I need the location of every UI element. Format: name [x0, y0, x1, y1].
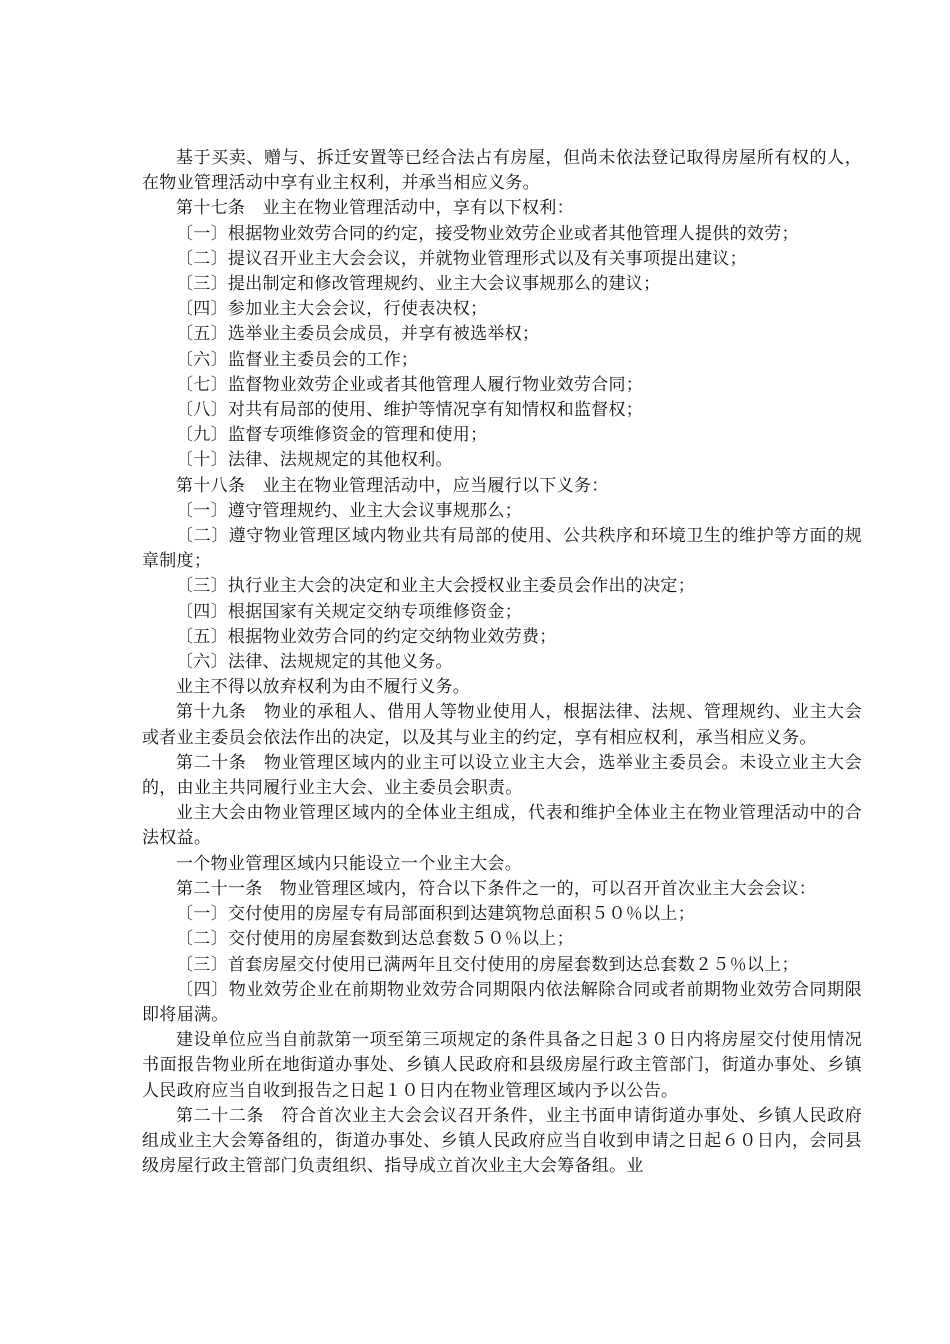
article-17-heading: 第十七条 业主在物业管理活动中，享有以下权利： — [176, 198, 574, 219]
paragraph: 业主大会由物业管理区域内的全体业主组成，代表和维护全体业主在物业管理活动中的合法权益。 — [142, 803, 862, 849]
list-item: 〔七〕监督物业效劳企业或者其他管理人履行物业效劳合同； — [176, 374, 644, 395]
list-item: 〔一〕交付使用的房屋专有局部面积到达建筑物总面积５０％以上； — [176, 904, 695, 925]
list-item: 〔八〕对共有局部的使用、维护等情况享有知情权和监督权； — [176, 400, 644, 421]
list-item: 〔五〕根据物业效劳合同的约定交纳物业效劳费； — [176, 626, 557, 647]
list-item: 〔六〕监督业主委员会的工作； — [176, 349, 419, 370]
article-19: 第十九条 物业的承租人、借用人等物业使用人，根据法律、法规、管理规约、业主大会或者业主委员会依法作出的决定，以及其与业主的约定，享有相应权利，承当相应义务。 — [142, 702, 862, 748]
article-22: 第二十二条 符合首次业主大会会议召开条件，业主书面申请街道办事处、乡镇人民政府组成业主大会筹备组的，街道办事处、乡镇人民政府应当自收到申请之日起６０日内，会同县级房屋行政主管部门负责组织、指导成立首次业主大会筹备组。业 — [142, 1105, 862, 1177]
list-item: 〔四〕物业效劳企业在前期物业效劳合同期限内依法解除合同或者前期物业效劳合同期限即将届满。 — [142, 979, 862, 1025]
list-item: 〔六〕法律、法规规定的其他义务。 — [176, 652, 453, 673]
paragraph: 基于买卖、赠与、拆迁安置等已经合法占有房屋，但尚未依法登记取得房屋所有权的人，在物业管理活动中享有业主权利，并承当相应义务。 — [142, 148, 862, 194]
list-item: 〔三〕提出制定和修改管理规约、业主大会议事规那么的建议； — [176, 274, 661, 295]
paragraph: 建设单位应当自前款第一项至第三项规定的条件具备之日起３０日内将房屋交付使用情况书面报告物业所在地街道办事处、乡镇人民政府和县级房屋行政主管部门，街道办事处、乡镇人民政府应当自收到报告之日起１０日内在物业管理区域内予以公告。 — [142, 1030, 862, 1101]
article-21-heading: 第二十一条 物业管理区域内，符合以下条件之一的，可以召开首次业主大会会议： — [176, 878, 817, 899]
paragraph: 业主不得以放弃权利为由不履行义务。 — [176, 677, 471, 698]
list-item: 〔四〕根据国家有关规定交纳专项维修资金； — [176, 601, 522, 622]
list-item: 〔十〕法律、法规规定的其他权利。 — [176, 450, 453, 471]
document-body — [142, 146, 862, 1179]
article-20: 第二十条 物业管理区域内的业主可以设立业主大会，选举业主委员会。未设立业主大会的，由业主共同履行业主大会、业主委员会职责。 — [142, 752, 862, 799]
list-item: 〔九〕监督专项维修资金的管理和使用； — [176, 425, 488, 446]
list-item: 〔二〕提议召开业主大会会议，并就物业管理形式以及有关事项提出建议； — [176, 248, 747, 269]
list-item: 〔一〕遵守管理规约、业主大会议事规那么； — [176, 500, 522, 521]
list-item: 〔二〕交付使用的房屋套数到达总套数５０％以上； — [176, 929, 574, 950]
list-item: 〔三〕首套房屋交付使用已满两年且交付使用的房屋套数到达总套数２５％以上； — [176, 954, 799, 975]
list-item: 〔二〕遵守物业管理区域内物业共有局部的使用、公共秩序和环境卫生的维护等方面的规章制度； — [142, 526, 862, 572]
list-item: 〔五〕选举业主委员会成员，并享有被选举权； — [176, 324, 540, 345]
article-18-heading: 第十八条 业主在物业管理活动中，应当履行以下义务： — [176, 475, 609, 496]
list-item: 〔四〕参加业主大会会议，行使表决权； — [176, 299, 488, 320]
paragraph: 一个物业管理区域内只能设立一个业主大会。 — [176, 853, 522, 874]
list-item: 〔三〕执行业主大会的决定和业主大会授权业主委员会作出的决定； — [176, 576, 695, 597]
list-item: 〔一〕根据物业效劳合同的约定，接受物业效劳企业或者其他管理人提供的效劳； — [176, 223, 799, 244]
